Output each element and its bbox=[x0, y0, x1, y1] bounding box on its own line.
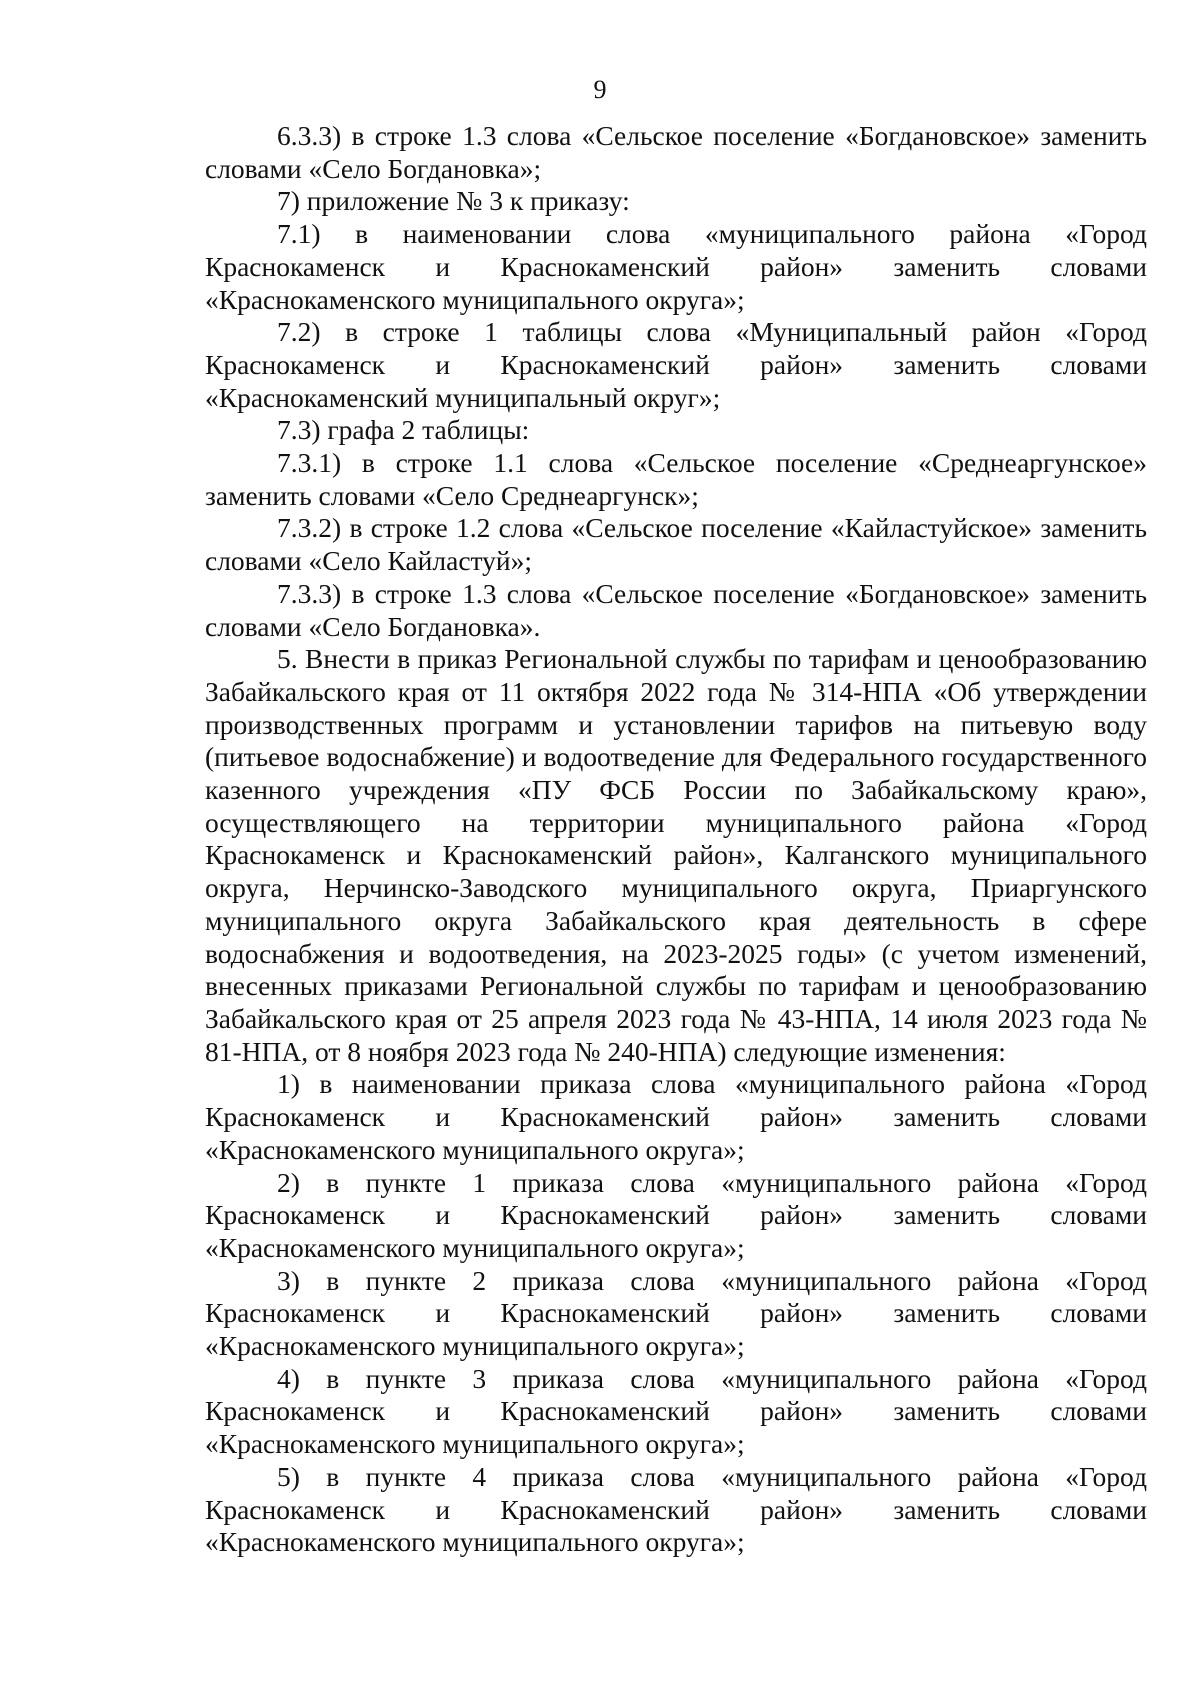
paragraph-7-3-1: 7.3.1) в строке 1.1 слова «Сельское поселение «Среднеаргунское» заменить словами «Село Среднеаргунск»; bbox=[205, 447, 1147, 511]
paragraph-6-3-3: 6.3.3) в строке 1.3 слова «Сельское поселение «Богдановское» заменить словами «Село Богдановка»; bbox=[205, 120, 1147, 184]
paragraph-item-3: 3) в пункте 2 приказа слова «муниципального района «Город Краснокаменск и Краснокаменский район» заменить словами «Краснокаменского муниципального округа»; bbox=[205, 1264, 1147, 1362]
paragraph-7: 7) приложение № 3 к приказу: bbox=[277, 185, 630, 217]
paragraph-5-amend-order: 5. Внести в приказ Региональной службы по тарифам и ценообразованию Забайкальского края от 11 октября 2022 года № 314-НПА «Об утверждении производственных программ и установлении тарифов на питьевую воду (питьевое водоснабжение) и водоотведение для Федерального государственного казенного учреждения «ПУ ФСБ России по Забайкальскому краю», осуществляющего на территории муниципального района «Город Краснокаменск и Краснокаменский район», Калганского муниципального округа, Нерчинско-Заводского муниципального округа, Приаргунского муниципального округа Забайкальского края деятельность в сфере водоснабжения и водоотведения, на 2023-2025 годы» (с учетом изменений, внесенных приказами Региональной службы по тарифам и ценообразованию Забайкальского края от 25 апреля 2023 года № 43-НПА, 14 июля 2023 года № 81-НПА, от 8 ноября 2023 года № 240-НПА) следующие изменения: bbox=[205, 643, 1147, 1067]
document-body bbox=[205, 120, 1147, 1559]
paragraph-7-3-3: 7.3.3) в строке 1.3 слова «Сельское поселение «Богдановское» заменить словами «Село Богдановка». bbox=[205, 577, 1147, 642]
paragraph-7-3: 7.3) графа 2 таблицы: bbox=[277, 414, 530, 446]
paragraph-item-4: 4) в пункте 3 приказа слова «муниципального района «Город Краснокаменск и Краснокаменский район» заменить словами «Краснокаменского муниципального округа»; bbox=[205, 1362, 1147, 1460]
page-number: 9 bbox=[593, 75, 607, 104]
paragraph-item-1: 1) в наименовании приказа слова «муниципального района «Город Краснокаменск и Краснокаменский район» заменить словами «Краснокаменского муниципального округа»; bbox=[205, 1068, 1147, 1165]
paragraph-7-2: 7.2) в строке 1 таблицы слова «Муниципальный район «Город Краснокаменск и Краснокаменский район» заменить словами «Краснокаменский муниципальный округ»; bbox=[205, 316, 1147, 413]
paragraph-item-5: 5) в пункте 4 приказа слова «муниципального района «Город Краснокаменск и Краснокаменский район» заменить словами «Краснокаменского муниципального округа»; bbox=[205, 1460, 1147, 1558]
paragraph-item-2: 2) в пункте 1 приказа слова «муниципального района «Город Краснокаменск и Краснокаменский район» заменить словами «Краснокаменского муниципального округа»; bbox=[205, 1166, 1147, 1263]
paragraph-7-1: 7.1) в наименовании слова «муниципального района «Город Краснокаменск и Краснокаменский район» заменить словами «Краснокаменского муниципального округа»; bbox=[205, 218, 1147, 315]
paragraph-7-3-2: 7.3.2) в строке 1.2 слова «Сельское поселение «Кайластуйское» заменить словами «Село Кайластуй»; bbox=[205, 512, 1147, 577]
